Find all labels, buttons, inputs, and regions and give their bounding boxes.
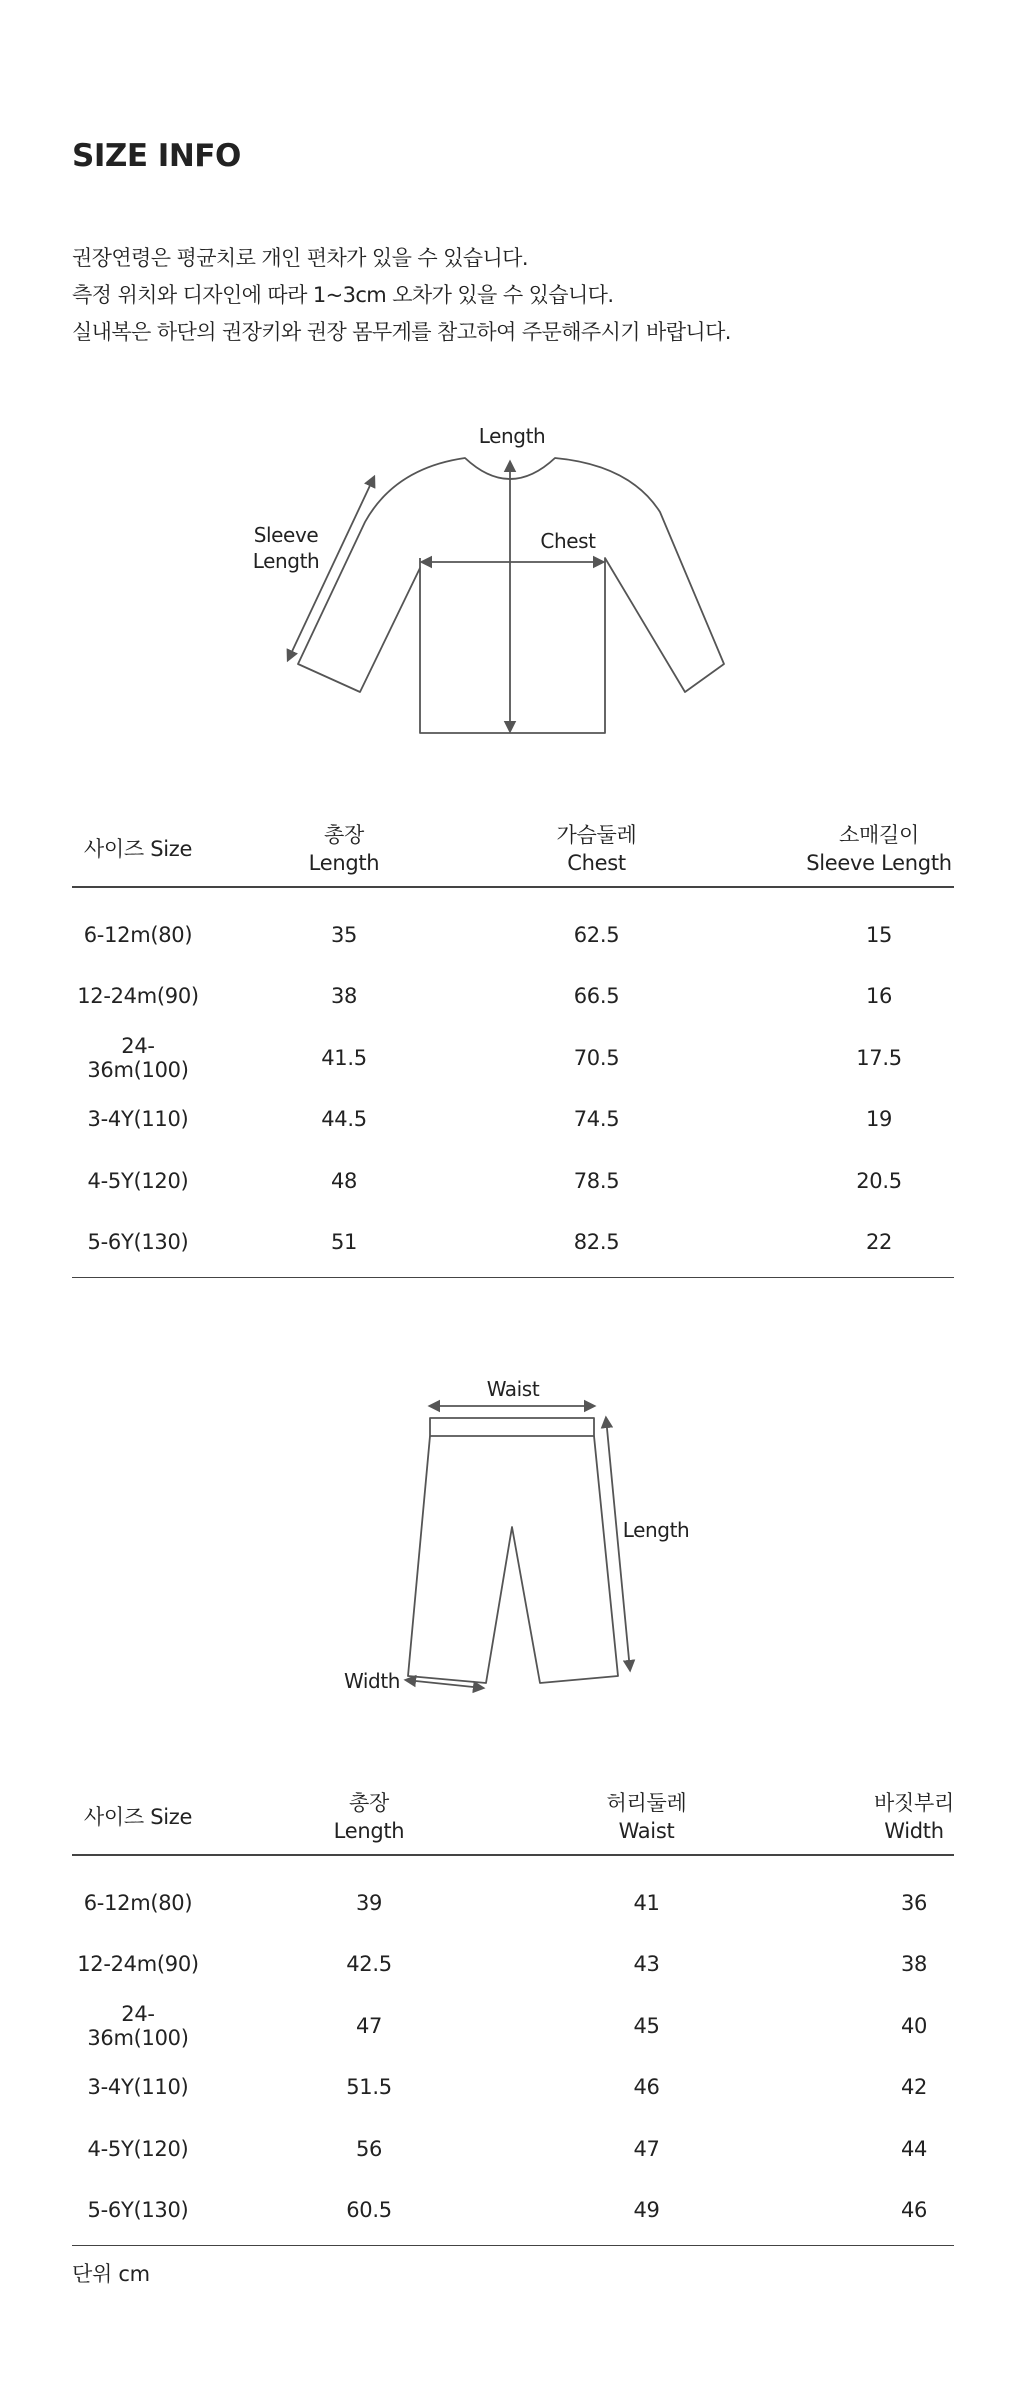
pants-length-arrow	[606, 1418, 630, 1670]
length-cell: 48	[330, 1168, 358, 1193]
length-label: Length	[478, 424, 546, 448]
size-cell: 5-6Y(130)	[72, 1212, 204, 1278]
note-line: 권장연령은 평균치로 개인 편차가 있을 수 있습니다.	[72, 246, 528, 270]
sleeve-cell: 20.5	[856, 1168, 902, 1193]
width-cell: 38	[900, 1952, 928, 1977]
length-cell: 47	[355, 2013, 383, 2038]
chest-cell: 66.5	[573, 984, 620, 1009]
chest-cell: 62.5	[573, 922, 620, 947]
chest-cell: 82.5	[484, 1212, 709, 1278]
sleeve-cell: 15	[865, 922, 893, 947]
chest-label: Chest	[540, 529, 596, 553]
waist-cell: 43	[633, 1952, 660, 1977]
size-cell: 12-24m(90)	[77, 984, 199, 1009]
chest-cell: 70.5	[573, 1045, 620, 1070]
width-cell: 40	[900, 2013, 928, 2038]
width-label: Width	[343, 1669, 401, 1693]
top-size-table	[72, 812, 954, 1278]
size-cell: 6-12m(80)	[83, 922, 193, 947]
table-row	[72, 1855, 954, 1934]
length-cell: 60.5	[204, 2180, 534, 2246]
chest-cell: 74.5	[573, 1107, 620, 1132]
pants-length-label: Length	[622, 1518, 690, 1542]
table-header-row	[72, 1780, 954, 1855]
size-cell: 5-6Y(130)	[72, 2180, 204, 2246]
waist-cell: 41	[633, 1890, 660, 1915]
waist-cell: 47	[633, 2136, 660, 2161]
size-cell: 3-4Y(110)	[87, 1107, 189, 1132]
length-cell: 51.5	[346, 2075, 392, 2100]
table-row	[72, 2057, 954, 2119]
waist-label: Waist	[486, 1377, 540, 1401]
pants-measurement-diagram	[0, 1360, 1024, 1720]
table-row	[72, 1089, 954, 1151]
length-cell: 44.5	[321, 1107, 367, 1132]
sleeve-cell: 17.5	[856, 1045, 902, 1070]
table-row	[72, 2180, 954, 2246]
width-cell: 44	[900, 2136, 928, 2161]
pants-outline	[408, 1418, 618, 1683]
size-cell: 24-36m(100)	[87, 1033, 189, 1082]
pants-size-table	[72, 1780, 954, 2246]
chest-cell: 78.5	[573, 1168, 620, 1193]
unit-note: 단위 cm	[72, 2262, 150, 2286]
length-cell: 35	[330, 922, 358, 947]
length-cell: 42.5	[346, 1952, 392, 1977]
table-row	[72, 1027, 954, 1089]
header-waist: 허리둘레 Waist	[534, 1780, 759, 1855]
size-cell: 6-12m(80)	[83, 1890, 193, 1915]
size-cell: 12-24m(90)	[77, 1952, 199, 1977]
sleeve-cell: 19	[865, 1107, 893, 1132]
width-cell: 46	[759, 2180, 954, 2246]
size-cell: 4-5Y(120)	[87, 1168, 189, 1193]
top-garment-outline	[298, 458, 724, 733]
note-line: 측정 위치와 디자인에 따라 1~3cm 오차가 있을 수 있습니다.	[72, 283, 614, 307]
header-sleeve-length: 소매길이 Sleeve Length	[709, 812, 954, 887]
table-row	[72, 887, 954, 966]
table-row	[72, 1212, 954, 1278]
size-cell: 24-36m(100)	[87, 2001, 189, 2050]
size-cell: 4-5Y(120)	[87, 2136, 189, 2161]
table-row	[72, 1995, 954, 2057]
width-cell: 42	[900, 2075, 928, 2100]
table-row	[72, 2118, 954, 2180]
sleeve-cell: 22	[709, 1212, 954, 1278]
waist-cell: 49	[534, 2180, 759, 2246]
header-chest: 가슴둘레 Chest	[484, 812, 709, 887]
header-width: 바짓부리 Width	[759, 1780, 954, 1855]
header-size: 사이즈 Size	[72, 812, 204, 887]
waist-cell: 45	[633, 2013, 660, 2038]
size-cell: 3-4Y(110)	[87, 2075, 189, 2100]
note-line: 실내복은 하단의 권장키와 권장 몸무게를 참고하여 주문해주시기 바랍니다.	[72, 320, 731, 344]
length-cell: 41.5	[321, 1045, 367, 1070]
length-cell: 56	[355, 2136, 383, 2161]
table-header-row	[72, 812, 954, 887]
waist-cell: 46	[633, 2075, 660, 2100]
top-measurement-diagram	[0, 0, 1024, 760]
page-title: SIZE INFO	[72, 138, 241, 174]
table-row	[72, 966, 954, 1028]
length-cell: 51	[204, 1212, 484, 1278]
length-cell: 38	[330, 984, 358, 1009]
table-row	[72, 1150, 954, 1212]
sleeve-cell: 16	[865, 984, 893, 1009]
header-length: 총장 Length	[204, 1780, 534, 1855]
table-row	[72, 1934, 954, 1996]
header-length: 총장 Length	[204, 812, 484, 887]
width-cell: 36	[900, 1890, 928, 1915]
length-cell: 39	[355, 1890, 383, 1915]
header-size: 사이즈 Size	[72, 1780, 204, 1855]
sleeve-label-line2: Length	[252, 549, 320, 573]
sleeve-label-line1: Sleeve	[253, 523, 319, 547]
